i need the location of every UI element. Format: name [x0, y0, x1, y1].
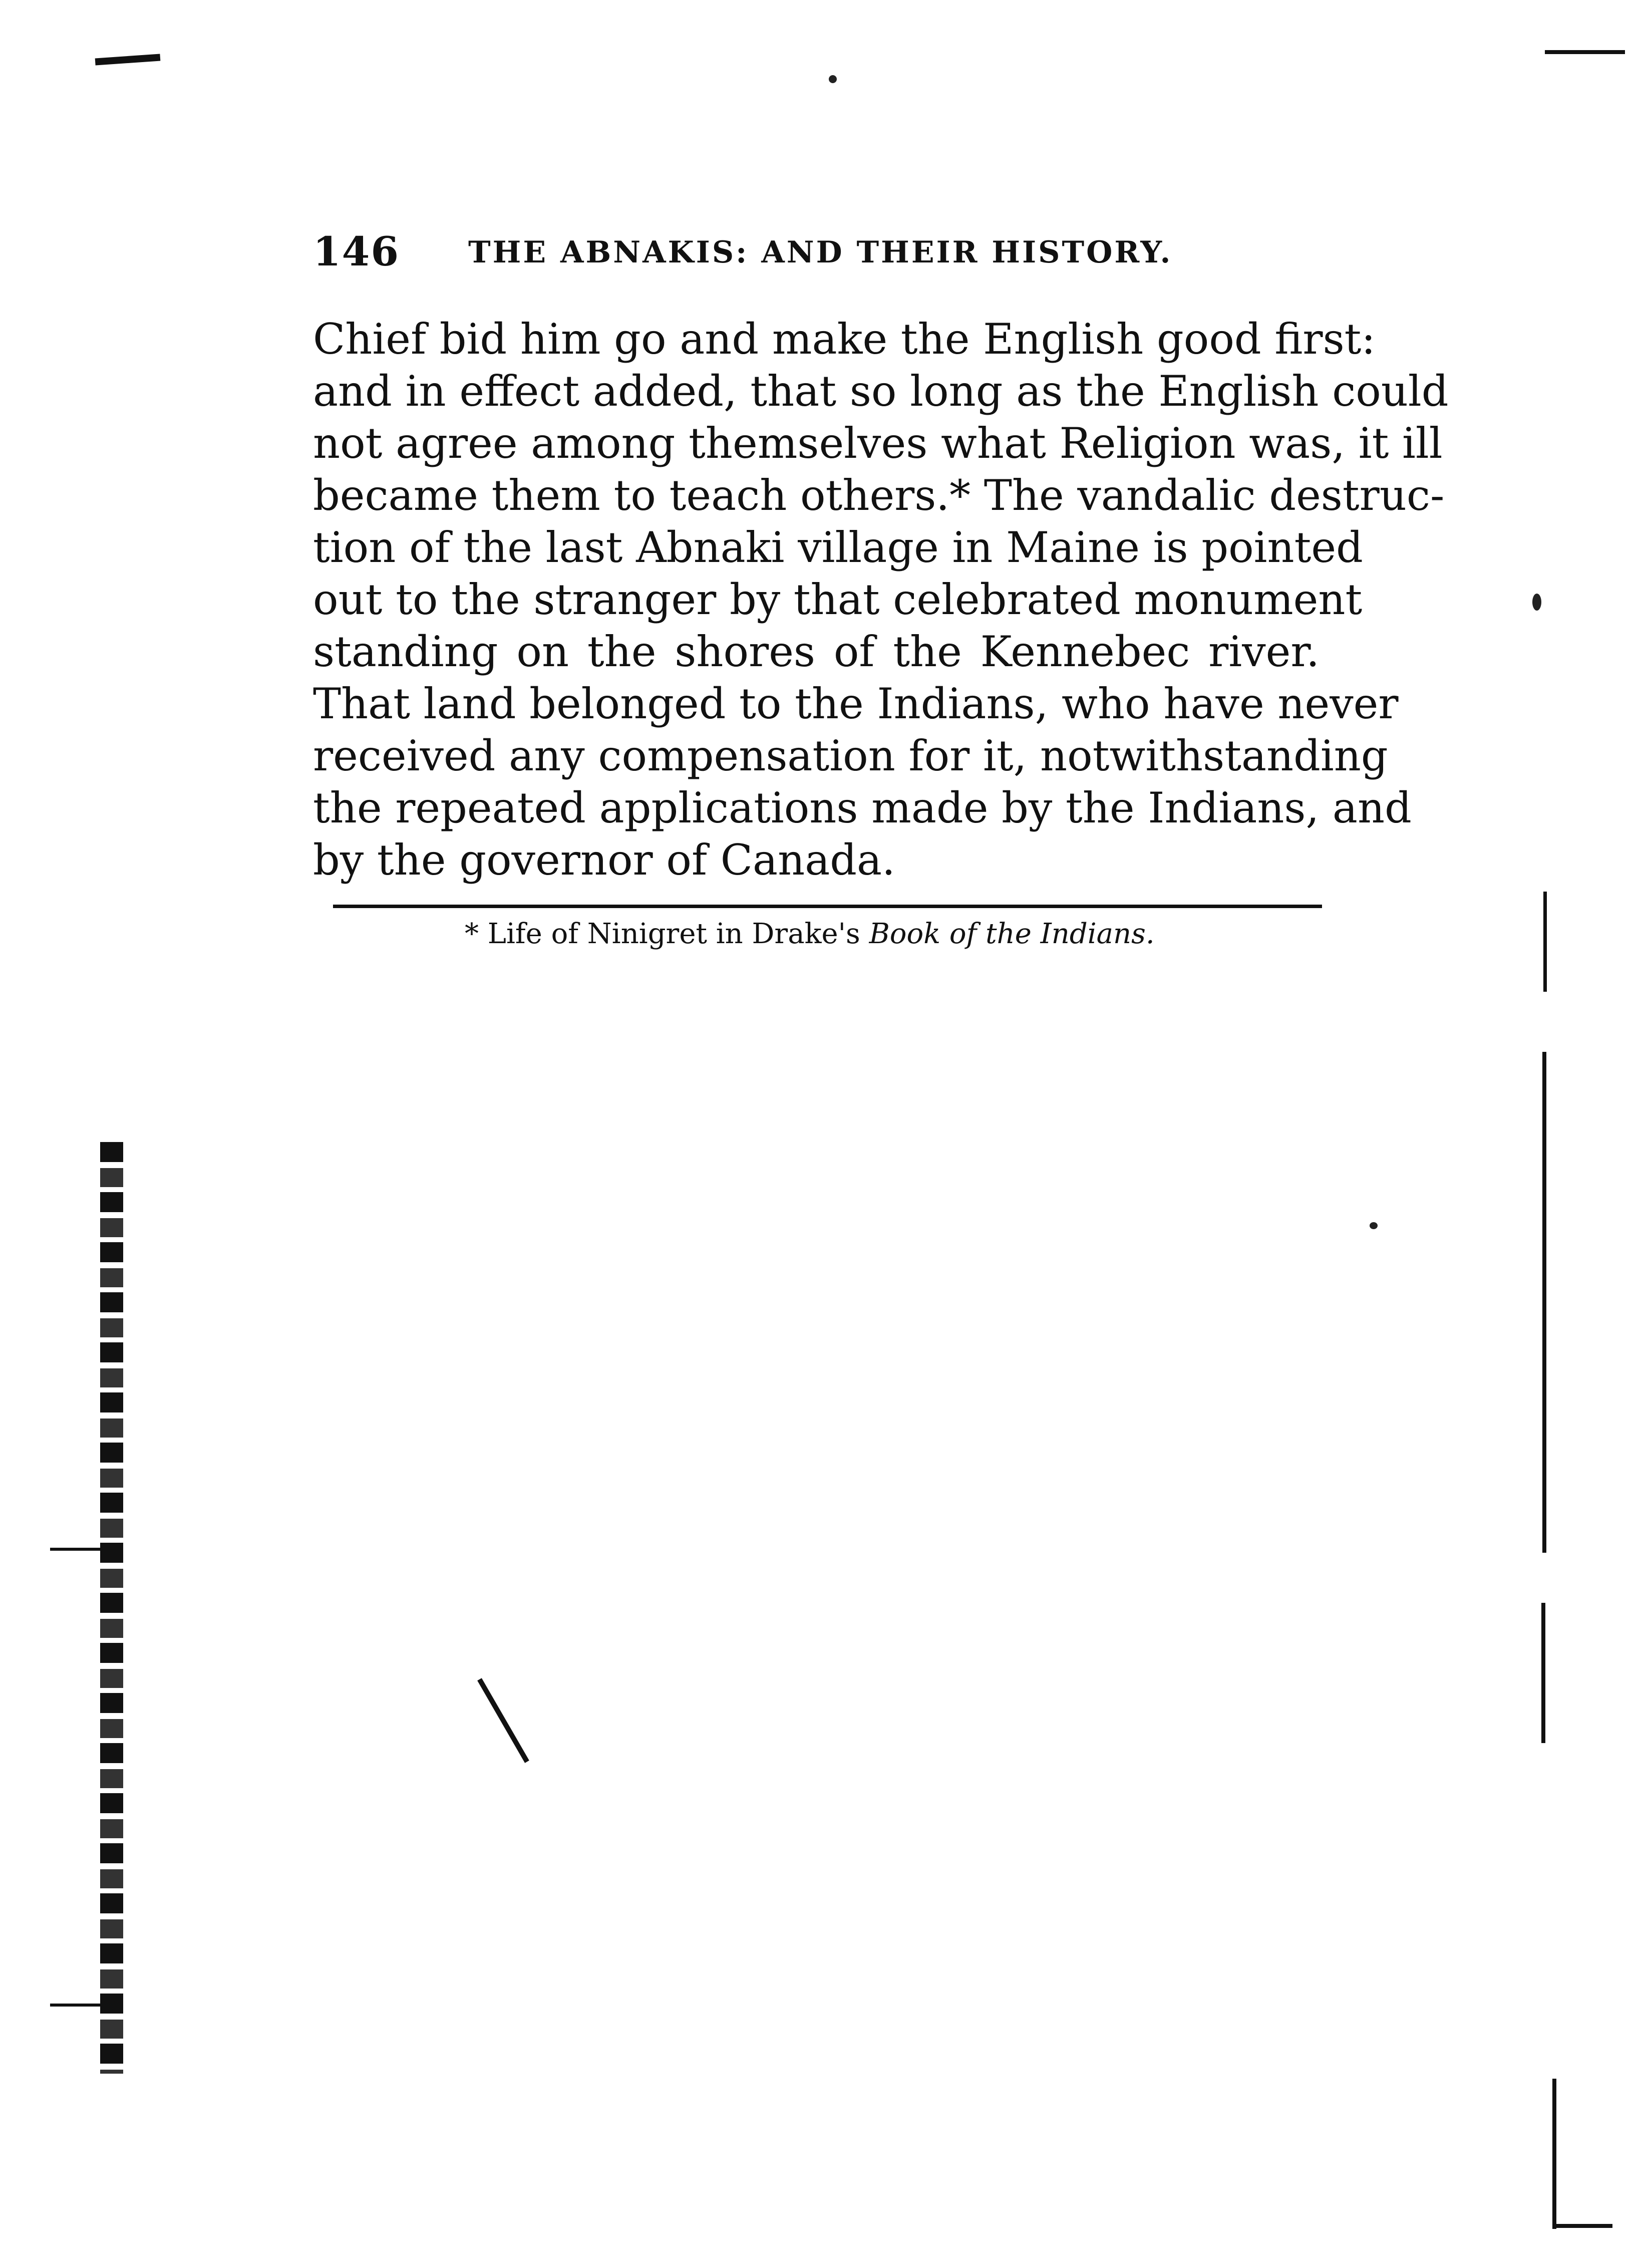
- text-line: That land belonged to the Indians, who have never: [313, 679, 1399, 728]
- scan-right-border-3: [1541, 1603, 1545, 1743]
- running-title: THE ABNAKIS: AND THEIR HISTORY.: [468, 235, 1173, 270]
- footnote-rule: [333, 905, 1322, 908]
- scan-binding-strip: [100, 1142, 123, 2074]
- text-line: tion of the last Abnaki village in Maine is pointed: [313, 523, 1363, 572]
- scan-mark-top-right: [1545, 50, 1625, 54]
- text-line: Chief bid him go and make the English good first:: [313, 315, 1376, 364]
- text-line: received any compensation for it, notwithstanding: [313, 731, 1388, 780]
- body-text: [313, 313, 1449, 886]
- text-line: the repeated applications made by the Indians, and: [313, 783, 1412, 832]
- scan-mark-stroke: [477, 1678, 529, 1763]
- text-line: out to the stranger by that celebrated monument: [313, 575, 1363, 624]
- scan-tick-left-1: [50, 1548, 110, 1551]
- scan-right-border-2: [1542, 1052, 1546, 1553]
- scan-speck: [829, 75, 837, 83]
- text-line: by the governor of Canada.: [313, 835, 895, 885]
- scan-mark-top-left: [95, 54, 161, 65]
- scan-right-border-4: [1552, 2079, 1556, 2229]
- page-number: 146: [313, 228, 400, 275]
- text-line: standing on the shores of the Kennebec river.: [313, 627, 1320, 676]
- footnote-book-title: Book of the Indians.: [869, 918, 1155, 950]
- text-line: not agree among themselves what Religion was, it ill: [313, 419, 1443, 468]
- scan-right-border-1: [1543, 892, 1547, 992]
- scan-tick-left-2: [50, 2004, 110, 2007]
- text-line: became them to teach others.* The vandalic destruc-: [313, 471, 1445, 520]
- footnote-text: * Life of Ninigret in Drake's: [465, 918, 869, 950]
- footnote: [465, 917, 1155, 952]
- scan-speck: [1370, 1222, 1378, 1229]
- running-header: [313, 228, 1309, 283]
- text-line: and in effect added, that so long as the English could: [313, 367, 1449, 416]
- scan-corner-bottom-right: [1552, 2224, 1612, 2228]
- scan-speck: [1532, 594, 1541, 611]
